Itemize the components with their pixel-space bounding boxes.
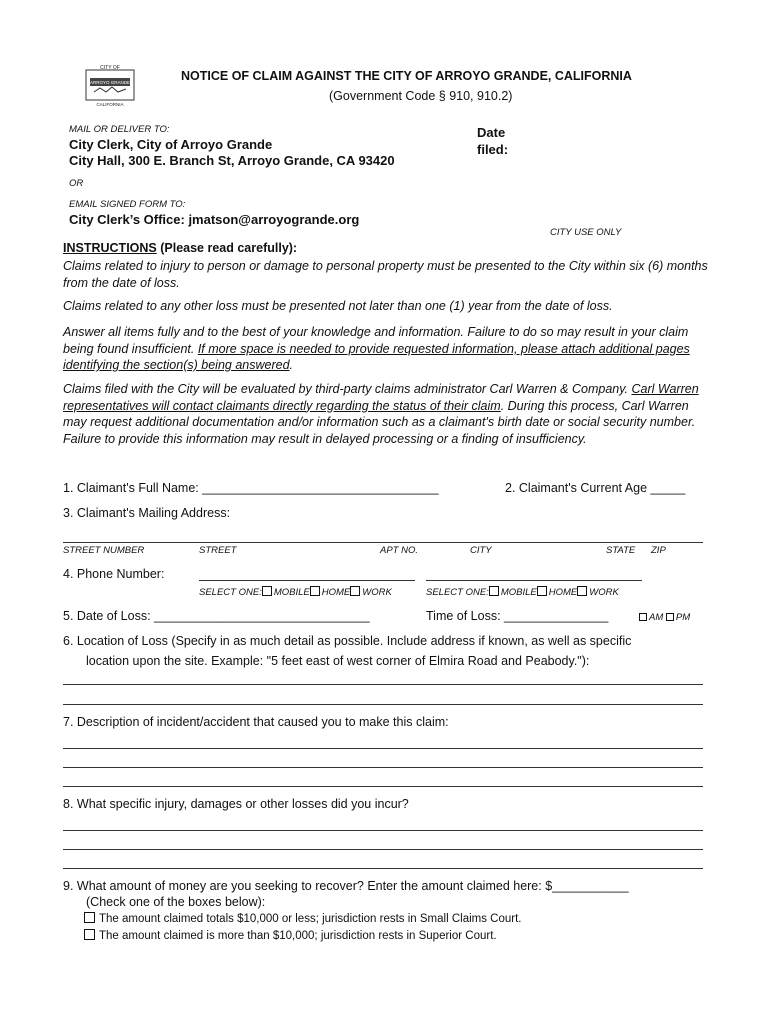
phone-number-1-line[interactable] xyxy=(199,580,415,581)
city-use-only-label: CITY USE ONLY xyxy=(550,227,622,238)
date-filed-label-2: filed: xyxy=(477,142,509,157)
mail-label: MAIL OR DELIVER TO: xyxy=(69,124,170,135)
addr-col-zip: ZIP xyxy=(651,545,666,556)
phone-number-label: 4. Phone Number: xyxy=(63,567,165,581)
injury-answer-line[interactable] xyxy=(63,830,703,831)
email-line: City Clerk’s Office: jmatson@arroyogrande.org xyxy=(69,212,360,227)
phone-1-type-selector: SELECT ONE: MOBILE HOME WORK xyxy=(199,587,392,598)
location-of-loss-label-2: location upon the site. Example: "5 feet east of west corner of Elmira Road and Peabody."): xyxy=(86,654,590,668)
phone-2-work-checkbox[interactable] xyxy=(577,586,587,596)
location-answer-line[interactable] xyxy=(63,684,703,685)
location-of-loss-label-1: 6. Location of Loss (Specify in as much detail as possible. Include address if known, as well as specific xyxy=(63,634,632,648)
svg-text:ARROYO GRANDE: ARROYO GRANDE xyxy=(89,80,131,85)
phone-2-home-checkbox[interactable] xyxy=(537,586,547,596)
injury-damages-label: 8. What specific injury, damages or other losses did you incur? xyxy=(63,797,409,811)
instructions-paragraph-2: Claims related to any other loss must be presented not later than one (1) year from the date of loss. xyxy=(63,299,613,313)
form-title: NOTICE OF CLAIM AGAINST THE CITY OF ARROYO GRANDE, CALIFORNIA xyxy=(181,69,632,83)
date-filed-label-1: Date xyxy=(477,125,506,140)
incident-answer-line[interactable] xyxy=(63,748,703,749)
phone-2-type-selector: SELECT ONE: MOBILE HOME WORK xyxy=(426,587,619,598)
phone-1-home-checkbox[interactable] xyxy=(310,586,320,596)
email-label: EMAIL SIGNED FORM TO: xyxy=(69,199,186,210)
phone-number-2-line[interactable] xyxy=(426,580,642,581)
incident-answer-line[interactable] xyxy=(63,767,703,768)
am-checkbox[interactable] xyxy=(639,613,647,621)
addr-col-apt: APT NO. xyxy=(380,545,419,556)
incident-description-label: 7. Description of incident/accident that caused you to make this claim: xyxy=(63,715,449,729)
claimant-full-name-field[interactable]: 1. Claimant's Full Name: __________________________________ xyxy=(63,481,439,495)
form-subtitle: (Government Code § 910, 910.2) xyxy=(329,89,513,103)
instructions-paragraph-3: Answer all items fully and to the best of your knowledge and information. Failure to do so may result in your claim being found insufficient. If more space is needed to provide requested information, please attach additional pages identifying the section(s) being answered. xyxy=(63,325,690,372)
small-claims-option: The amount claimed totals $10,000 or less; jurisdiction rests in Small Claims Court. xyxy=(84,912,521,925)
am-pm-selector: AM PM xyxy=(639,612,690,623)
mailing-address-line[interactable] xyxy=(63,542,703,543)
incident-answer-line[interactable] xyxy=(63,786,703,787)
time-of-loss-field[interactable]: Time of Loss: _______________ xyxy=(426,609,609,623)
small-claims-checkbox[interactable] xyxy=(84,912,95,923)
amount-check-instruction: (Check one of the boxes below): xyxy=(86,895,266,909)
address-line-2: City Hall, 300 E. Branch St, Arroyo Grande, CA 93420 xyxy=(69,153,395,168)
phone-1-mobile-checkbox[interactable] xyxy=(262,586,272,596)
svg-text:CITY OF: CITY OF xyxy=(100,65,120,71)
injury-answer-line[interactable] xyxy=(63,868,703,869)
instructions-heading: INSTRUCTIONS (Please read carefully): xyxy=(63,241,298,255)
superior-court-checkbox[interactable] xyxy=(84,929,95,940)
or-label: OR xyxy=(69,178,84,189)
address-line-1: City Clerk, City of Arroyo Grande xyxy=(69,137,273,152)
addr-col-city: CITY xyxy=(470,545,492,556)
addr-col-street: STREET xyxy=(199,545,237,556)
pm-checkbox[interactable] xyxy=(666,613,674,621)
mailing-address-label: 3. Claimant's Mailing Address: xyxy=(63,506,231,520)
date-of-loss-field[interactable]: 5. Date of Loss: _______________________________ xyxy=(63,609,370,623)
location-answer-line[interactable] xyxy=(63,704,703,705)
phone-2-mobile-checkbox[interactable] xyxy=(489,586,499,596)
instructions-paragraph-1: Claims related to injury to person or damage to personal property must be presented to the City within six (6) months from the date of loss. xyxy=(63,259,708,290)
city-seal-logo xyxy=(80,62,140,108)
claimant-age-field[interactable]: 2. Claimant's Current Age _____ xyxy=(505,481,686,495)
phone-1-work-checkbox[interactable] xyxy=(350,586,360,596)
injury-answer-line[interactable] xyxy=(63,849,703,850)
superior-court-option: The amount claimed is more than $10,000; jurisdiction rests in Superior Court. xyxy=(84,929,497,942)
instructions-paragraph-4: Claims filed with the City will be evaluated by third-party claims administrator Carl Warren & Company. Carl Warren representatives will contact claimants directly regarding the status of their claim. During this process, Carl Warren may request additional documentation and/or information such as a claimant's birth date or social security number. Failure to provide this information may result in delayed processing or a finding of insufficiency. xyxy=(63,382,699,446)
svg-text:CALIFORNIA: CALIFORNIA xyxy=(96,102,124,107)
addr-col-street-number: STREET NUMBER xyxy=(63,545,145,556)
amount-claimed-field[interactable]: 9. What amount of money are you seeking to recover? Enter the amount claimed here: $___________ xyxy=(63,879,629,893)
addr-col-state: STATE xyxy=(606,545,636,556)
